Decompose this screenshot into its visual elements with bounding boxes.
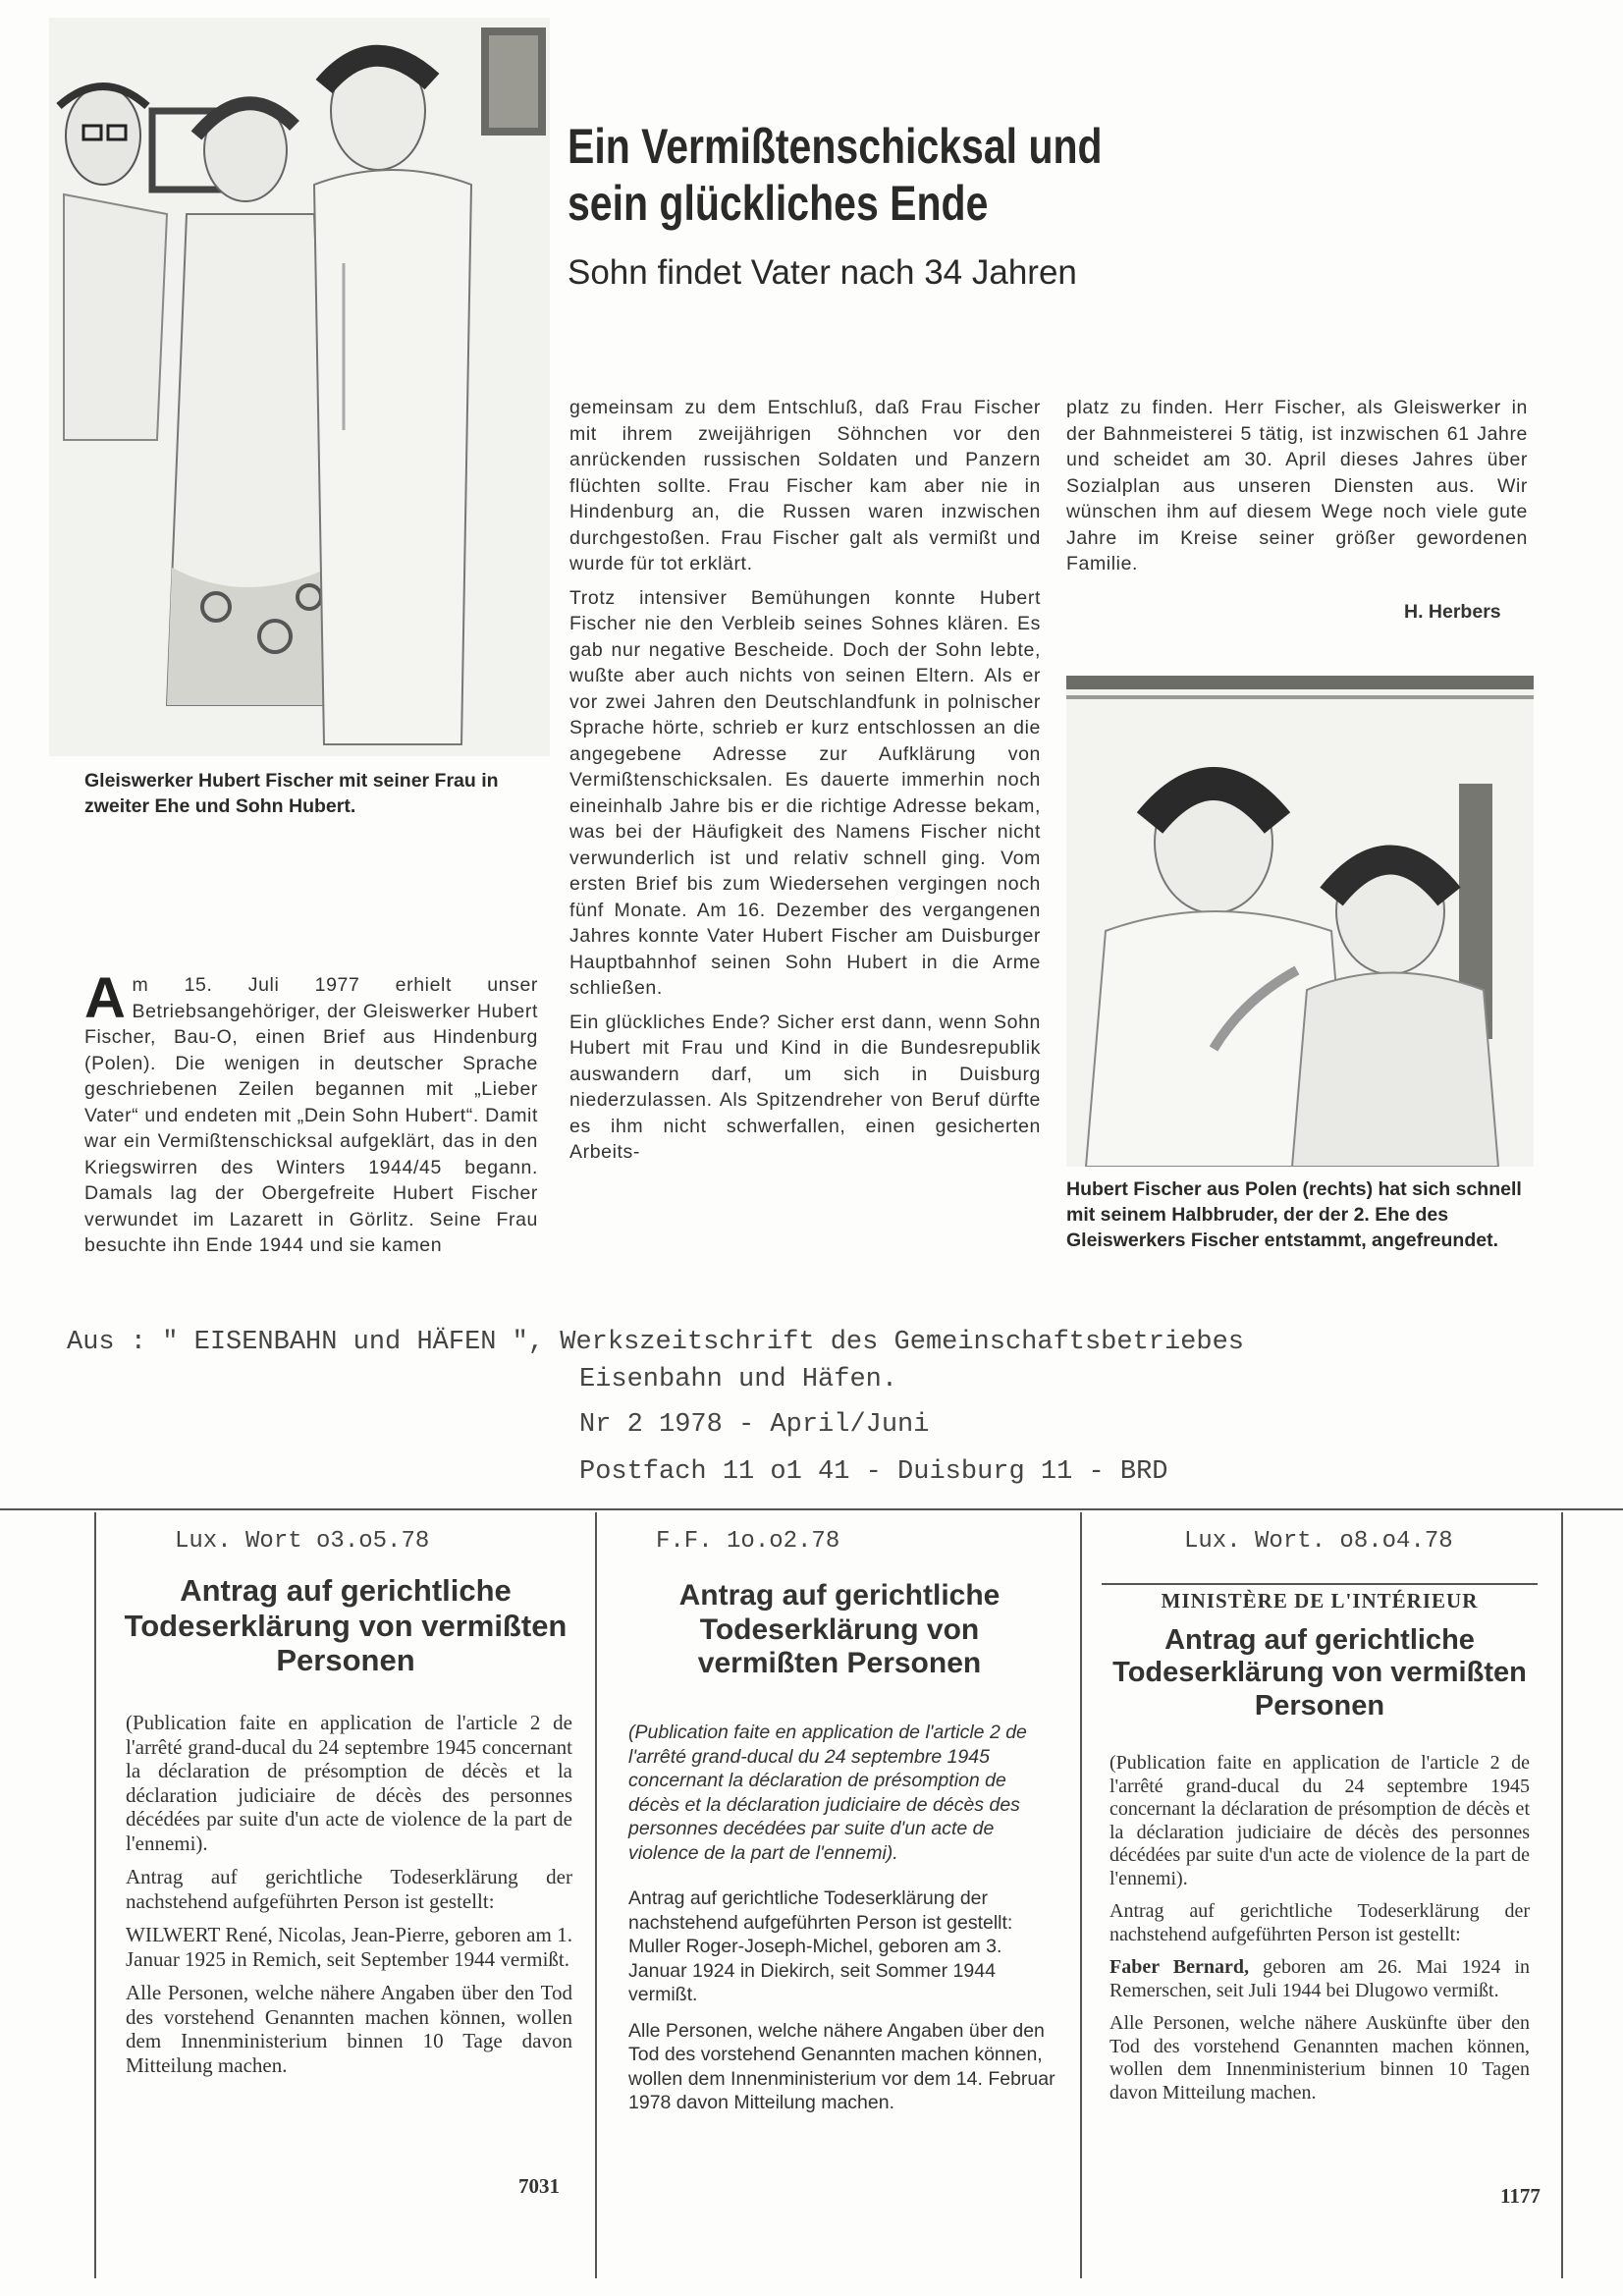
clipping-3-person-details: geboren am 26. Mai 1924 in Remerschen, seit Juli 1944 bei Dlugowo vermißt. [1109, 1956, 1530, 2001]
article-column-1 [84, 966, 538, 1259]
clippings-top-rule [0, 1508, 1623, 1510]
article-subheadline: Sohn findet Vater nach 34 Jahren [568, 253, 1077, 292]
clipping-3-person-name: Faber Bernard, [1109, 1956, 1250, 1978]
clipping-3-closing: Alle Personen, welche nähere Auskünfte über den Tod des vorstehend Genannten machen können, wollen dem Innenministerium binnen 10 Tagen davon Mitteilung machen. [1109, 2012, 1530, 2104]
source-note-line-4: Postfach 11 o1 41 - Duisburg 11 - BRD [579, 1457, 1168, 1487]
family-photo-image [49, 18, 550, 756]
family-photo [49, 18, 550, 756]
clipping-1-person: WILWERT René, Nicolas, Jean-Pierre, geboren am 1. Januar 1925 in Remich, seit September 1944 vermißt. [126, 1923, 572, 1971]
clipping-2-intro: (Publication faite en application de l'article 2 de l'arrêté grand-ducal du 24 septembre 1945 concernant la déclaration de présomption de décès et la déclaration judiciaire de décès des personnes decédées par suite d'un acte de violence de la part de l'ennemi). [628, 1722, 1027, 1864]
clipping-2-title: Antrag auf gerichtliche Todeserklärung von vermißten Personen [678, 1579, 1001, 1679]
headline-line-1: Ein Vermißtenschicksal und [568, 119, 1103, 174]
clipping-divider-right [1561, 1512, 1563, 2278]
clipping-1-source: Lux. Wort o3.o5.78 [175, 1528, 430, 1555]
source-note-line-3: Nr 2 1978 - April/Juni [579, 1410, 930, 1440]
clipping-divider-1 [595, 1512, 597, 2278]
clipping-3-person [1109, 1956, 1530, 2002]
column-2-paragraph-1: gemeinsam zu dem Entschluß, daß Frau Fischer mit ihrem zweijährigen Söhnchen vor den anrückenden russischen Soldaten und Panzern flüchten sollte. Frau Fischer kam aber nie in Hindenburg an, die Russen waren inzwischen durchgestoßen. Frau Fischer galt als vermißt und wurde für tot erklärt. [569, 397, 1041, 574]
clipping-1-body [126, 1711, 572, 2087]
brothers-photo-image [1066, 676, 1534, 1167]
clipping-3-request: Antrag auf gerichtliche Todeserklärung der nachstehend aufgeführten Person ist gestellt: [1109, 1900, 1530, 1945]
photo-caption-brothers: Hubert Fischer aus Polen (rechts) hat sich schnell mit seinem Halbbruder, der der 2. Ehe des Gleiswerkers Fischer entstammt, angefreundet. [1066, 1178, 1522, 1251]
brothers-photo [1066, 676, 1534, 1167]
clipping-3-ministry-rule [1102, 1583, 1538, 1585]
clipping-2-request: Antrag auf gerichtliche Todeserklärung der nachstehend aufgeführten Person ist gestellt: Muller Roger-Joseph-Michel, geboren am 3. Januar 1924 in Diekirch, seit Sommer 1944 vermißt. [628, 1887, 1013, 2005]
clipping-1-title: Antrag auf gerichtliche Todeserklärung von vermißten Personen [124, 1573, 568, 1678]
clipping-3-source: Lux. Wort. o8.o4.78 [1184, 1528, 1453, 1555]
article-headline [568, 118, 1103, 232]
photo-caption-family: Gleiswerker Hubert Fischer mit seiner Frau in zweiter Ehe und Sohn Hubert. [84, 770, 499, 817]
article-column-3 [1066, 395, 1528, 585]
source-note-line-2: Eisenbahn und Häfen. [579, 1365, 898, 1394]
clipping-1-number: 7031 [518, 2174, 560, 2198]
clipping-divider-left [94, 1512, 96, 2278]
clipping-2-closing: Alle Personen, welche nähere Angaben über den Tod des vorstehend Genannten machen können, wollen dem Innenministerium vor dem 14. Februar 1978 davon Mitteilung machen. [628, 2019, 1055, 2113]
clipping-1-intro: (Publication faite en application de l'article 2 de l'arrêté grand-ducal du 24 septembre 1945 concernant la déclaration de présomption de décès et la déclaration judiciaire de décès des personnes décédées par suite d'un acte de violence de la part de l'ennemi). [126, 1711, 572, 1855]
clipping-3-ministry: MINISTÈRE DE L'INTÉRIEUR [1161, 1589, 1479, 1613]
article-column-2 [569, 395, 1041, 1174]
clipping-2-source: F.F. 1o.o2.78 [656, 1528, 840, 1555]
clipping-1-request: Antrag auf gerichtliche Todeserklärung der nachstehend aufgeführten Person ist gestellt: [126, 1865, 572, 1913]
column-3-text: platz zu finden. Herr Fischer, als Gleiswerker in der Bahnmeisterei 5 tätig, ist inzwischen 61 Jahre und scheidet am 30. April dieses Jahres über Sozialplan aus unseren Diensten aus. Wir wünschen ihm auf diesem Wege noch viele gute Jahre im Kreise seiner größer gewordenen Familie. [1066, 397, 1528, 574]
source-note-line-1: Aus : " EISENBAHN und HÄFEN ", Werkszeitschrift des Gemeinschaftsbetriebes [67, 1328, 1244, 1357]
clipping-3-title: Antrag auf gerichtliche Todeserklärung von vermißten Personen [1112, 1624, 1527, 1722]
clipping-3-number: 1177 [1500, 2184, 1541, 2208]
column-1-text: m 15. Juli 1977 erhielt unser Betriebsangehöriger, der Gleiswerker Hubert Fischer, Bau-O, einen Brief aus Hindenburg (Polen). Die wenigen in deutscher Sprache geschriebenen Zeilen begannen mit „Lieber Vater“ und endeten mit „Dein Sohn Hubert“. Damit war ein Vermißtenschicksal aufgeklärt, das in den Kriegswirren des Winters 1944/45 begann. Damals lag der Obergefreite Hubert Fischer verwundet im Lazarett in Görlitz. Seine Frau besuchte ihn Ende 1944 und sie kamen [84, 974, 538, 1256]
drop-cap: A [84, 966, 127, 1030]
clipping-2-body [628, 1721, 1060, 2127]
article-byline: H. Herbers [1404, 601, 1501, 623]
clipping-3-intro: (Publication faite en application de l'article 2 de l'arrêté grand-ducal du 24 septembre 1945 concernant la déclaration de présomption de décès et la déclaration judiciaire de décès des personnes décédées par suite d'un acte de violence de la part de l'ennemi). [1109, 1752, 1530, 1889]
clipping-3-body [1109, 1752, 1530, 2114]
clipping-1-closing: Alle Personen, welche nähere Angaben über den Tod des vorstehend Genannten machen können, wollen dem Innenministerium binnen 10 Tage davon Mitteilung machen. [126, 1981, 572, 2077]
column-2-paragraph-2: Trotz intensiver Bemühungen konnte Hubert Fischer nie den Verbleib seines Sohnes klären. Es gab nur negative Bescheide. Doch der Sohn lebte, wußte aber auch nichts von seinen Eltern. Als er vor zwei Jahren den Deutschlandfunk in polnischer Sprache hörte, schrieb er kurz entschlossen an die angegebene Adresse zur Aufklärung von Vermißtenschicksalen. Es dauerte immerhin noch eineinhalb Jahre bis er die richtige Adresse bekam, was bei der Häufigkeit des Namens Fischer nicht verwunderlich ist und relativ schnell ging. Vom ersten Brief bis zum Wiedersehen vergingen noch fünf Monate. Am 16. Dezember des vergangenen Jahres konnte Vater Hubert Fischer am Duisburger Hauptbahnhof seinen Sohn Hubert in die Arme schließen. [569, 586, 1041, 999]
column-2-paragraph-3: Ein glückliches Ende? Sicher erst dann, wenn Sohn Hubert mit Frau und Kind in die Bundesrepublik auswandern darf, um sich in Duisburg niederzulassen. Als Spitzendreher von Beruf dürfte es ihm nicht schwerfallen, einen gesicherten Arbeits- [569, 1011, 1041, 1163]
clipping-divider-2 [1080, 1512, 1082, 2278]
headline-line-2: sein glückliches Ende [568, 176, 989, 231]
